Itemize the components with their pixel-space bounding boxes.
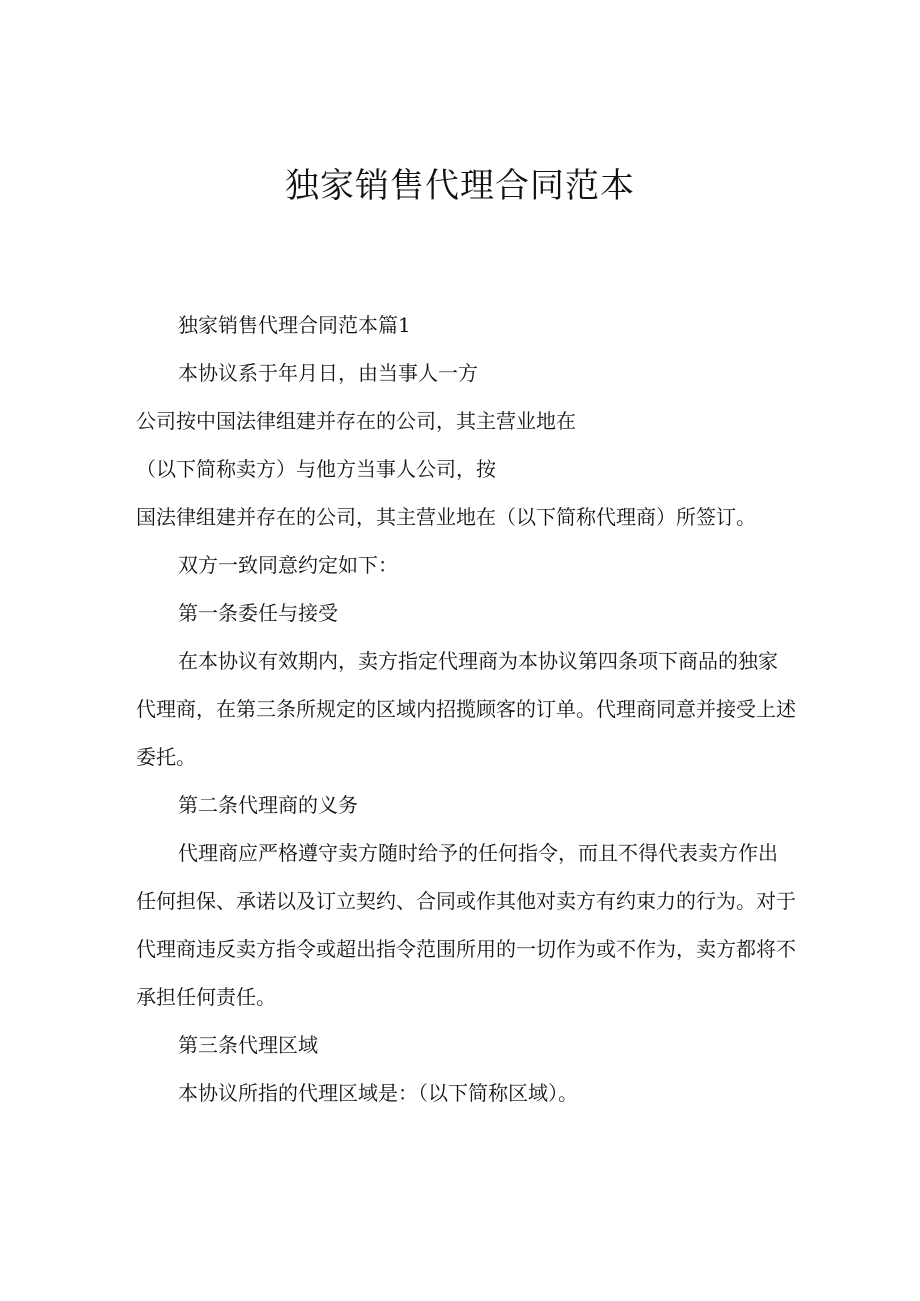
- article-heading: 第三条代理区域: [178, 1033, 318, 1057]
- article-heading: 第一条委任与接受: [178, 601, 338, 625]
- paragraph-line: 本协议系于年月日，由当事人一方: [178, 361, 478, 385]
- paragraph-line: （以下简称卖方）与他方当事人公司，按: [136, 457, 496, 481]
- paragraph-line: 代理商违反卖方指令或超出指令范围所用的一切作为或不作为，卖方都将不: [136, 937, 796, 961]
- paragraph-line: 代理商，在第三条所规定的区域内招揽顾客的订单。代理商同意并接受上述: [136, 697, 796, 721]
- paragraph-line: 国法律组建并存在的公司，其主营业地在（以下简称代理商）所签订。: [136, 505, 756, 529]
- paragraph-line: 本协议所指的代理区域是：（以下简称区域）。: [178, 1081, 578, 1105]
- document-title: 独家销售代理合同范本: [285, 166, 635, 206]
- paragraph-line: 公司按中国法律组建并存在的公司，其主营业地在: [136, 409, 576, 433]
- paragraph-line: 承担任何责任。: [136, 985, 276, 1009]
- paragraph-line: 委托。: [136, 745, 196, 769]
- section-heading: 独家销售代理合同范本篇1: [178, 313, 411, 337]
- paragraph-line: 代理商应严格遵守卖方随时给予的任何指令，而且不得代表卖方作出: [178, 841, 778, 865]
- paragraph-line: 在本协议有效期内，卖方指定代理商为本协议第四条项下商品的独家: [178, 649, 778, 673]
- paragraph-line: 双方一致同意约定如下：: [178, 553, 398, 577]
- article-heading: 第二条代理商的义务: [178, 793, 358, 817]
- paragraph-line: 任何担保、承诺以及订立契约、合同或作其他对卖方有约束力的行为。对于: [136, 889, 796, 913]
